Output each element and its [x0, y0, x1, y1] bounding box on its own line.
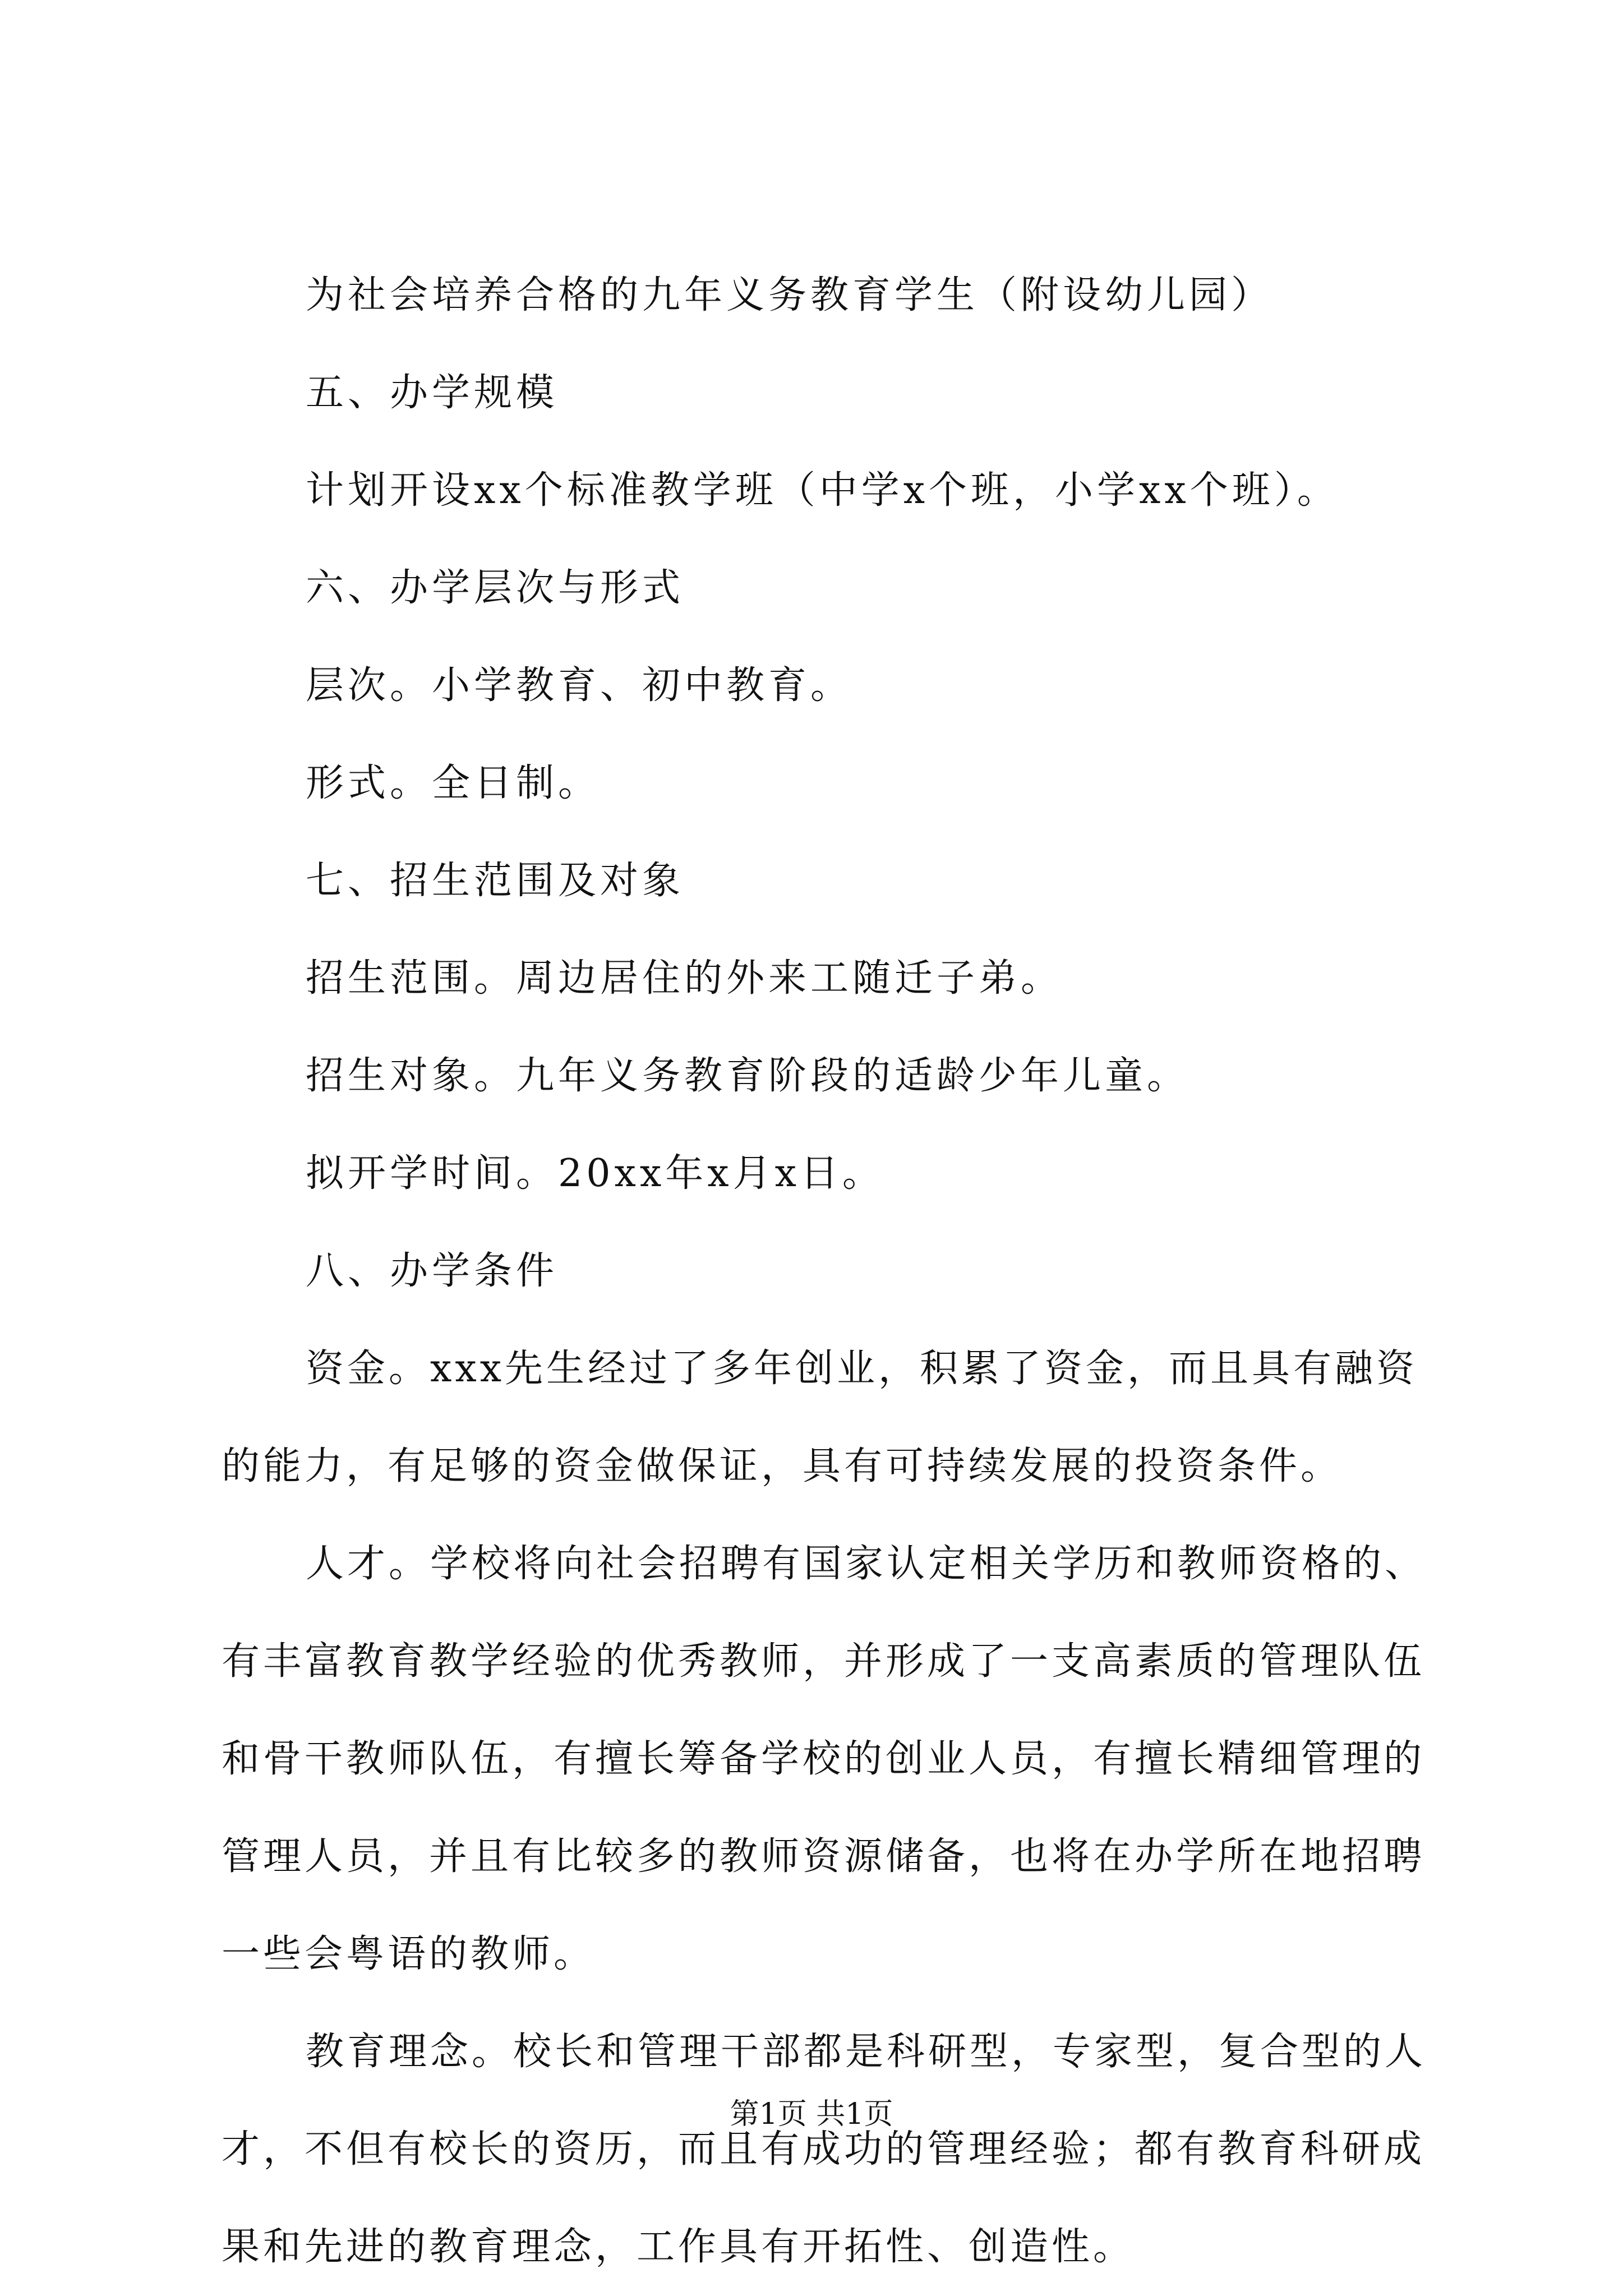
paragraph-talent: 人才。学校将向社会招聘有国家认定相关学历和教师资格的、有丰富教育教学经验的优秀教师，并形成了一支高素质的管理队伍和骨干教师队伍，有擅长筹备学校的创业人员，有擅长精细管理的管理人员，并且有比较多的教师资源储备，也将在办学所在地招聘一些会粤语的教师。 — [222, 1542, 1427, 1976]
text-line: 招生对象。九年义务教育阶段的适龄少年儿童。 — [306, 1054, 1189, 1098]
text-line: 计划开设xx个标准教学班（中学x个班，小学xx个班）。 — [306, 468, 1339, 513]
text-line: 拟开学时间。20xx年x月x日。 — [306, 1151, 884, 1196]
section-heading: 五、办学规模 — [306, 371, 559, 415]
text-line: 形式。全日制。 — [306, 761, 601, 805]
paragraph-philosophy: 教育理念。校长和管理干部都是科研型，专家型，复合型的人才，不但有校长的资历，而且有成功的管理经验；都有教育科研成果和先进的教育理念，工作具有开拓性、创造性。 — [222, 2030, 1427, 2269]
paragraph-funding: 资金。xxx先生经过了多年创业，积累了资金，而且具有融资的能力，有足够的资金做保证，具有可持续发展的投资条件。 — [222, 1347, 1418, 1488]
text-line: 层次。小学教育、初中教育。 — [306, 663, 853, 708]
text-line: 为社会培养合格的九年义务教育学生（附设幼儿园） — [306, 273, 1274, 317]
document-body — [222, 247, 1433, 2296]
text-line: 招生范围。周边居住的外来工随迁子弟。 — [306, 956, 1063, 1001]
section-heading: 八、办学条件 — [306, 1249, 559, 1293]
section-heading: 七、招生范围及对象 — [306, 859, 685, 903]
section-heading: 六、办学层次与形式 — [306, 566, 685, 610]
page-footer: 第1页 共1页 — [730, 2097, 893, 2131]
